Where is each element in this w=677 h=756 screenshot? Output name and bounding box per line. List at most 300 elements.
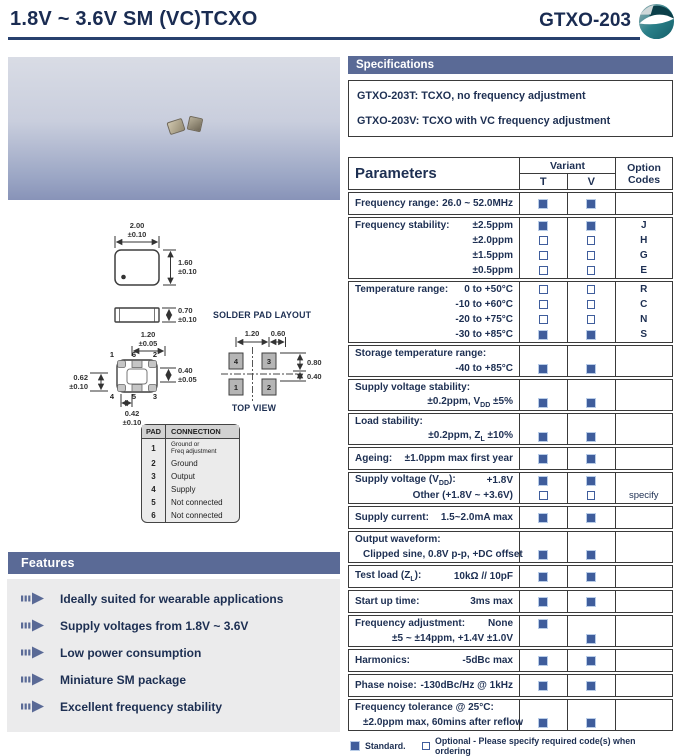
optional-square-icon bbox=[539, 285, 548, 294]
variant-t-cell bbox=[520, 361, 568, 376]
parameter-row bbox=[349, 429, 672, 444]
parameter-group bbox=[348, 615, 673, 647]
standard-square-icon bbox=[538, 572, 548, 582]
variant-description-box bbox=[348, 80, 673, 137]
dim-pad-span-tol: ±0.05 bbox=[138, 339, 158, 348]
variant-t-cell bbox=[520, 233, 568, 248]
parameter-cell bbox=[349, 591, 520, 612]
standard-square-icon bbox=[586, 634, 596, 644]
variant-t-cell bbox=[520, 507, 568, 528]
option-code: G bbox=[639, 250, 648, 261]
variant-t-cell bbox=[520, 346, 568, 361]
option-code-cell bbox=[616, 248, 673, 263]
parameter-row bbox=[349, 532, 672, 547]
parameter-cell bbox=[349, 414, 520, 429]
variant-v-cell bbox=[568, 675, 616, 696]
optional-square-icon bbox=[539, 251, 548, 260]
option-code-cell bbox=[616, 675, 673, 696]
dim-bottom-tol: ±0.10 bbox=[122, 418, 142, 427]
feature-text: Supply voltages from 1.8V ~ 3.6V bbox=[60, 618, 249, 633]
variant-v-cell bbox=[568, 448, 616, 469]
parameter-row bbox=[349, 473, 672, 488]
parameter-group bbox=[348, 447, 673, 470]
parameter-cell bbox=[349, 327, 520, 342]
variant-v-cell bbox=[568, 488, 616, 503]
variant-v-cell bbox=[568, 414, 616, 429]
option-code: E bbox=[640, 265, 648, 276]
parameter-value: 3ms max bbox=[470, 596, 513, 607]
parameter-row bbox=[349, 248, 672, 263]
feature-arrow-icon bbox=[21, 592, 45, 605]
parameters-column-header: Parameters bbox=[349, 158, 520, 189]
standard-square-icon bbox=[538, 513, 548, 523]
variant-t-description: GTXO-203T: TCXO, no frequency adjustment bbox=[357, 89, 586, 102]
parameter-label: Temperature range: bbox=[355, 284, 449, 295]
parameter-value: ±5 ~ ±14ppm, +1.4V ±1.0V bbox=[392, 633, 513, 644]
standard-square-icon bbox=[538, 656, 548, 666]
parameter-cell bbox=[349, 715, 523, 730]
variant-v-cell bbox=[568, 715, 616, 730]
solder-pad-number: 2 bbox=[266, 383, 272, 392]
feature-text: Ideally suited for wearable applications bbox=[60, 591, 284, 606]
parameter-value: None bbox=[488, 618, 513, 629]
option-code: R bbox=[640, 284, 648, 295]
standard-square-icon bbox=[586, 656, 596, 666]
specifications-section-header: Specifications bbox=[348, 56, 673, 74]
parameter-cell bbox=[349, 193, 520, 214]
option-code-cell bbox=[616, 218, 673, 233]
optional-square-icon bbox=[587, 491, 596, 500]
pin-label: 6 bbox=[131, 350, 137, 359]
pad-connection-line: Ground bbox=[171, 459, 198, 468]
parameter-label: Supply current: bbox=[355, 512, 429, 523]
variant-v-cell bbox=[568, 429, 616, 444]
parameter-row bbox=[349, 414, 672, 429]
option-code-cell bbox=[616, 507, 673, 528]
parameter-value: -10 to +60°C bbox=[455, 299, 513, 310]
option-code-cell bbox=[616, 395, 673, 410]
parameter-cell bbox=[349, 312, 520, 327]
dim-thickness-tol: ±0.10 bbox=[178, 315, 197, 324]
option-code-cell bbox=[616, 473, 673, 488]
parameter-row bbox=[349, 193, 672, 214]
parameter-cell bbox=[349, 395, 520, 410]
pin-label: 3 bbox=[152, 392, 158, 401]
option-header-line1: Option bbox=[627, 161, 661, 174]
variant-t-cell bbox=[520, 532, 568, 547]
pad-connection bbox=[166, 496, 239, 509]
option-code-cell bbox=[616, 591, 673, 612]
parameter-row bbox=[349, 616, 672, 631]
variant-v-cell bbox=[568, 700, 616, 715]
feature-arrow-icon bbox=[21, 700, 45, 713]
variant-v-cell bbox=[568, 532, 616, 547]
dim-bottom: 0.42 bbox=[124, 409, 140, 418]
parameter-row bbox=[349, 700, 672, 715]
product-name: GTXO-203 bbox=[539, 10, 631, 31]
parameter-group bbox=[348, 379, 673, 411]
pad-table-row bbox=[142, 496, 239, 509]
dim-left: 0.62 bbox=[73, 373, 88, 382]
feature-arrow-icon bbox=[21, 619, 45, 632]
parameter-group bbox=[348, 531, 673, 563]
parameter-cell bbox=[349, 616, 520, 631]
feature-arrow-icon bbox=[21, 646, 45, 659]
parameter-value: Other (+1.8V ~ +3.6V) bbox=[412, 490, 513, 501]
solder-pad-layout-title: SOLDER PAD LAYOUT bbox=[213, 310, 312, 320]
pad-table-row bbox=[142, 457, 239, 470]
parameter-label: Harmonics: bbox=[355, 655, 411, 666]
variant-v-cell bbox=[568, 248, 616, 263]
pad-number: 1 bbox=[142, 439, 166, 457]
pad-connection bbox=[166, 439, 239, 457]
parameter-row bbox=[349, 346, 672, 361]
parameter-value: ±1.5ppm bbox=[472, 250, 513, 261]
variant-t-cell bbox=[520, 448, 568, 469]
solder-pad-number: 1 bbox=[233, 383, 239, 392]
parameter-cell bbox=[349, 507, 520, 528]
option-code-cell bbox=[616, 297, 673, 312]
variant-v-cell bbox=[568, 566, 616, 587]
pad-table-row bbox=[142, 439, 239, 457]
pad-table-row bbox=[142, 509, 239, 522]
parameter-group bbox=[348, 506, 673, 529]
company-logo-icon bbox=[638, 3, 675, 40]
variant-v-cell bbox=[568, 193, 616, 214]
optional-square-icon bbox=[587, 300, 596, 309]
variant-t-cell bbox=[520, 380, 568, 395]
pad-connection-line: Not connected bbox=[171, 511, 223, 520]
parameter-value: ±0.5ppm bbox=[472, 265, 513, 276]
variant-t-header: T bbox=[520, 174, 568, 189]
pad-connection-table bbox=[141, 424, 240, 523]
option-code-cell bbox=[616, 233, 673, 248]
variant-v-cell bbox=[568, 395, 616, 410]
parameter-label: Supply voltage $(V_{DD})$: bbox=[355, 474, 456, 487]
variant-t-cell bbox=[520, 263, 568, 278]
option-code-cell bbox=[616, 282, 673, 297]
parameter-row bbox=[349, 675, 672, 696]
feature-text: Low power consumption bbox=[60, 645, 202, 660]
dim-thickness: 0.70 bbox=[178, 306, 193, 315]
parameter-value: -40 to +85°C bbox=[455, 363, 513, 374]
variant-t-cell bbox=[520, 700, 568, 715]
optional-square-icon bbox=[539, 315, 548, 324]
parameters-table-header bbox=[348, 157, 673, 190]
parameter-group bbox=[348, 192, 673, 215]
option-code-cell bbox=[616, 547, 673, 562]
parameter-cell bbox=[349, 282, 520, 297]
variant-t-cell bbox=[520, 591, 568, 612]
pad-table-row bbox=[142, 470, 239, 483]
variant-v-cell bbox=[568, 282, 616, 297]
variant-v-cell bbox=[568, 473, 616, 488]
parameter-cell bbox=[349, 473, 520, 488]
pad-table-header bbox=[142, 425, 239, 439]
parameter-cell bbox=[349, 700, 520, 715]
option-code: N bbox=[640, 314, 648, 325]
option-code-cell bbox=[616, 263, 673, 278]
pad-connection-line: Freq adjustment bbox=[171, 448, 217, 455]
option-code-cell bbox=[616, 380, 673, 395]
standard-square-icon bbox=[538, 454, 548, 464]
option-code-cell bbox=[616, 193, 673, 214]
parameter-label: Test load $(Z_L)$: bbox=[355, 570, 422, 583]
parameter-cell bbox=[349, 380, 520, 395]
parameter-row bbox=[349, 507, 672, 528]
variant-t-cell bbox=[520, 312, 568, 327]
parameter-row bbox=[349, 448, 672, 469]
parameter-label: Start up time: bbox=[355, 596, 420, 607]
variant-column-group bbox=[520, 158, 616, 189]
standard-square-icon bbox=[538, 619, 548, 629]
optional-square-icon bbox=[587, 251, 596, 260]
parameter-row bbox=[349, 547, 672, 562]
option-code-cell bbox=[616, 327, 673, 342]
option-code-cell bbox=[616, 650, 673, 671]
variant-t-cell bbox=[520, 282, 568, 297]
standard-square-icon bbox=[350, 741, 360, 751]
pad-connection bbox=[166, 483, 239, 496]
variant-t-cell bbox=[520, 414, 568, 429]
standard-square-icon bbox=[586, 476, 596, 486]
standard-square-icon bbox=[586, 681, 596, 691]
pad-connection bbox=[166, 470, 239, 483]
parameter-group bbox=[348, 674, 673, 697]
standard-square-icon bbox=[538, 330, 548, 340]
standard-square-icon bbox=[586, 330, 596, 340]
pad-number: 6 bbox=[142, 509, 166, 522]
parameter-row bbox=[349, 715, 672, 730]
parameter-value: 26.0 ~ 52.0MHz bbox=[442, 198, 513, 209]
variant-t-cell bbox=[520, 631, 568, 646]
tcxo-package-photo bbox=[166, 118, 185, 135]
parameter-row bbox=[349, 361, 672, 376]
standard-square-icon bbox=[586, 513, 596, 523]
feature-item bbox=[7, 585, 340, 612]
variant-t-cell bbox=[520, 547, 568, 562]
standard-square-icon bbox=[538, 718, 548, 728]
option-code-cell bbox=[616, 346, 673, 361]
parameter-label: Ageing: bbox=[355, 453, 393, 464]
parameter-cell bbox=[349, 218, 520, 233]
dim-width: 2.00 bbox=[129, 221, 145, 230]
pad-connection bbox=[166, 509, 239, 522]
solder-dim-3: 0.80 bbox=[307, 358, 322, 367]
parameter-value: ±0.2ppm, $V_{DD} \pm 5\%$ bbox=[427, 396, 513, 409]
pin-label: 1 bbox=[109, 350, 115, 359]
feature-item bbox=[7, 612, 340, 639]
optional-square-icon bbox=[539, 236, 548, 245]
variant-v-cell bbox=[568, 218, 616, 233]
option-code-cell bbox=[616, 361, 673, 376]
variant-t-cell bbox=[520, 650, 568, 671]
parameter-label: Frequency stability: bbox=[355, 220, 450, 231]
variant-t-cell bbox=[520, 193, 568, 214]
option-code-cell bbox=[616, 616, 673, 631]
parameters-body bbox=[348, 192, 673, 731]
parameter-cell bbox=[349, 631, 520, 646]
parameter-row bbox=[349, 650, 672, 671]
standard-square-icon bbox=[538, 221, 548, 231]
parameter-group bbox=[348, 281, 673, 343]
parameter-cell bbox=[349, 297, 520, 312]
pin-label: 4 bbox=[109, 392, 115, 401]
variant-v-header: V bbox=[587, 175, 595, 188]
footnote-optional-text: Optional - Please specify required code(s) when ordering bbox=[435, 736, 636, 756]
dim-right-tol: ±0.05 bbox=[178, 375, 197, 384]
parameter-value: ±2.0ppm max, 60mins after reflow bbox=[363, 717, 523, 728]
variant-t-cell bbox=[520, 715, 568, 730]
product-photo bbox=[8, 57, 340, 200]
variant-v-cell bbox=[568, 591, 616, 612]
pad-number: 2 bbox=[142, 457, 166, 470]
dim-width-tol: ±0.10 bbox=[127, 230, 147, 239]
pad-connection bbox=[166, 457, 239, 470]
variant-v-cell bbox=[568, 346, 616, 361]
feature-item bbox=[7, 693, 340, 720]
variant-header: Variant bbox=[520, 158, 615, 174]
variant-t-cell bbox=[520, 473, 568, 488]
standard-square-icon bbox=[586, 364, 596, 374]
parameter-cell bbox=[349, 675, 520, 696]
parameter-value: ±1.0ppm max first year bbox=[404, 453, 513, 464]
parameter-label: Frequency range: bbox=[355, 198, 439, 209]
variant-t-cell bbox=[520, 297, 568, 312]
header-rule bbox=[8, 37, 640, 40]
standard-square-icon bbox=[538, 476, 548, 486]
standard-square-icon bbox=[586, 454, 596, 464]
option-header-line2: Codes bbox=[627, 173, 661, 186]
parameter-row bbox=[349, 297, 672, 312]
parameter-label: Frequency tolerance @ 25°C: bbox=[355, 702, 494, 713]
dim-pad-span: 1.20 bbox=[140, 330, 156, 339]
parameters-table bbox=[348, 157, 673, 756]
option-code-cell bbox=[616, 312, 673, 327]
parameter-row bbox=[349, 218, 672, 233]
option-code: S bbox=[640, 329, 648, 340]
optional-square-icon bbox=[587, 285, 596, 294]
parameter-cell bbox=[349, 566, 520, 587]
parameter-cell bbox=[349, 650, 520, 671]
parameter-value: -20 to +75°C bbox=[455, 314, 513, 325]
parameter-label: Phase noise: bbox=[355, 680, 417, 691]
variant-v-cell bbox=[568, 233, 616, 248]
variant-t-cell bbox=[520, 218, 568, 233]
pad-connection-line: Not connected bbox=[171, 498, 223, 507]
parameter-cell bbox=[349, 547, 523, 562]
pad-connection-line: Ground or bbox=[171, 441, 200, 448]
parameter-value: +1.8V bbox=[486, 475, 513, 486]
option-code-cell bbox=[616, 532, 673, 547]
variant-t-cell bbox=[520, 429, 568, 444]
parameter-cell bbox=[349, 361, 520, 376]
pad-number: 5 bbox=[142, 496, 166, 509]
parameter-cell bbox=[349, 263, 520, 278]
parameter-group bbox=[348, 649, 673, 672]
standard-square-icon bbox=[586, 550, 596, 560]
optional-square-icon bbox=[539, 300, 548, 309]
optional-square-icon bbox=[587, 236, 596, 245]
parameter-group bbox=[348, 345, 673, 377]
parameter-row bbox=[349, 233, 672, 248]
table-footnote bbox=[348, 736, 673, 756]
standard-square-icon bbox=[538, 199, 548, 209]
parameter-cell bbox=[349, 429, 520, 444]
variant-t-cell bbox=[520, 327, 568, 342]
variant-v-cell bbox=[568, 650, 616, 671]
variant-v-description: GTXO-203V: TCXO with VC frequency adjustment bbox=[357, 115, 611, 128]
standard-square-icon bbox=[586, 199, 596, 209]
option-code: H bbox=[640, 235, 648, 246]
parameter-label: Output waveform: bbox=[355, 534, 441, 545]
standard-square-icon bbox=[538, 681, 548, 691]
option-codes-header bbox=[616, 158, 672, 189]
parameter-group bbox=[348, 217, 673, 279]
parameter-value: 0 to +50°C bbox=[464, 284, 513, 295]
variant-v-cell bbox=[568, 327, 616, 342]
parameter-row bbox=[349, 566, 672, 587]
solder-pad-number: 4 bbox=[233, 357, 239, 366]
dim-left-tol: ±0.10 bbox=[69, 382, 88, 391]
features-section-header: Features bbox=[8, 552, 340, 574]
variant-t-cell bbox=[520, 248, 568, 263]
standard-square-icon bbox=[538, 364, 548, 374]
option-code: C bbox=[640, 299, 648, 310]
variant-v-cell bbox=[568, 312, 616, 327]
variant-v-cell bbox=[568, 297, 616, 312]
dim-height-tol: ±0.10 bbox=[178, 267, 197, 276]
solder-dim-4: 0.40 bbox=[307, 372, 322, 381]
pad-table-row bbox=[142, 483, 239, 496]
parameter-row bbox=[349, 263, 672, 278]
option-code: specify bbox=[628, 490, 659, 501]
parameter-value: -30 to +85°C bbox=[455, 329, 513, 340]
variant-v-cell bbox=[568, 547, 616, 562]
option-code-cell bbox=[616, 488, 673, 503]
features-list bbox=[7, 579, 340, 732]
standard-square-icon bbox=[586, 718, 596, 728]
tcxo-package-photo bbox=[187, 116, 204, 133]
option-code-cell bbox=[616, 448, 673, 469]
variant-v-cell bbox=[568, 631, 616, 646]
parameter-row bbox=[349, 380, 672, 395]
standard-square-icon bbox=[586, 432, 596, 442]
parameter-group bbox=[348, 590, 673, 613]
parameter-row bbox=[349, 395, 672, 410]
option-code: J bbox=[640, 220, 647, 231]
parameter-label: Supply voltage stability: bbox=[355, 382, 471, 393]
parameter-label: Storage temperature range: bbox=[355, 348, 487, 359]
pad-number: 3 bbox=[142, 470, 166, 483]
variant-t-cell bbox=[520, 566, 568, 587]
dim-right: 0.40 bbox=[178, 366, 193, 375]
pad-connection-line: Output bbox=[171, 472, 196, 481]
parameter-value: ±0.2ppm, $Z_L \pm 10\%$ bbox=[428, 430, 513, 443]
variant-t-cell bbox=[520, 488, 568, 503]
parameter-cell bbox=[349, 346, 520, 361]
optional-square-icon bbox=[422, 742, 430, 751]
standard-square-icon bbox=[538, 597, 548, 607]
variant-v-cell bbox=[568, 361, 616, 376]
solder-dim-2: 0.60 bbox=[270, 329, 286, 338]
parameter-row bbox=[349, 631, 672, 646]
variant-t-cell bbox=[520, 675, 568, 696]
feature-arrow-icon bbox=[21, 673, 45, 686]
standard-square-icon bbox=[538, 432, 548, 442]
option-code-cell bbox=[616, 414, 673, 429]
option-code-cell bbox=[616, 566, 673, 587]
